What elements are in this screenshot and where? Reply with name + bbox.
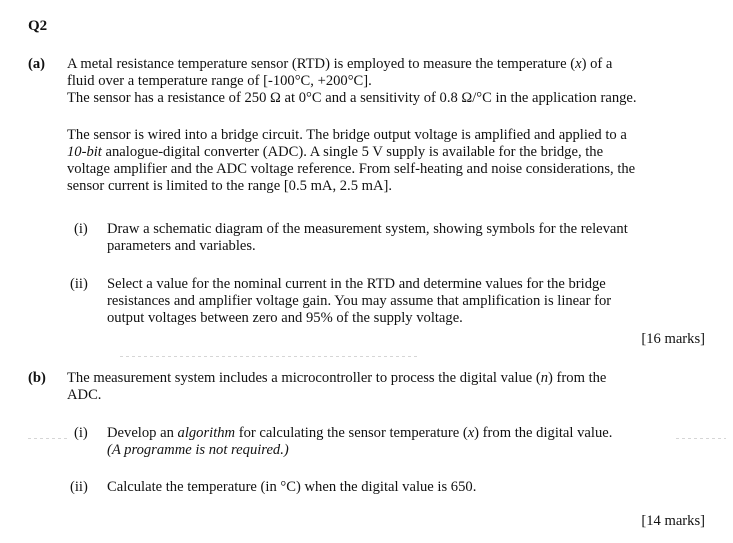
part-b-sub-i-label: (i) [74, 425, 88, 441]
part-a-sub-i-text [107, 221, 628, 255]
part-a-para2 [67, 127, 635, 195]
part-b-marks: [14 marks] [641, 513, 705, 529]
scan-artifact-line-2 [28, 438, 68, 439]
part-a-sub-i-label: (i) [74, 221, 88, 237]
part-a-para1-line1: A metal resistance temperature sensor (RTD) is employed to measure the temperature (x) of a [67, 56, 613, 72]
part-b-sub-i-line2: (A programme is not required.) [107, 442, 289, 458]
part-a-sub-ii-text [107, 276, 611, 327]
part-b-sub-ii-text [107, 479, 476, 496]
part-a-sub-i-line1: Draw a schematic diagram of the measurement system, showing symbols for the relevant [107, 221, 628, 237]
part-a-sub-ii-line3: output voltages between zero and 95% of the supply voltage. [107, 310, 463, 326]
part-a-para2-line2: 10-bit analogue-digital converter (ADC). A single 5 V supply is available for the bridge, the [67, 144, 604, 160]
part-a-para2-line4: sensor current is limited to the range [0.5 mA, 2.5 mA]. [67, 178, 393, 194]
part-a-marks: [16 marks] [641, 331, 705, 347]
part-a-para1-line3: The sensor has a resistance of 250 Ω at 0°C and a sensitivity of 0.8 Ω/°C in the application range. [67, 90, 637, 106]
part-a-sub-ii-label: (ii) [70, 276, 88, 292]
part-b-label: (b) [28, 370, 46, 386]
part-b-intro [67, 370, 606, 404]
question-number: Q2 [28, 18, 48, 34]
part-b-sub-i-line1: Develop an algorithm for calculating the sensor temperature (x) from the digital value. [107, 425, 613, 441]
part-a-para1-line2: fluid over a temperature range of [-100°C, +200°C]. [67, 73, 372, 89]
part-a-para1 [67, 56, 637, 107]
scan-artifact-line [120, 356, 420, 357]
scan-artifact-line-3 [676, 438, 726, 439]
part-a-label: (a) [28, 56, 46, 72]
part-a-para2-line3: voltage amplifier and the ADC voltage reference. From self-heating and noise considerations, the [67, 161, 636, 177]
part-a-sub-ii-line1: Select a value for the nominal current in the RTD and determine values for the bridge [107, 276, 606, 292]
part-b-sub-ii-line1: Calculate the temperature (in °C) when the digital value is 650. [107, 479, 477, 495]
part-a-sub-ii-line2: resistances and amplifier voltage gain. You may assume that amplification is linear for [107, 293, 612, 309]
part-b-sub-ii-label: (ii) [70, 479, 88, 495]
part-b-intro-line1: The measurement system includes a microcontroller to process the digital value (n) from the [67, 370, 607, 386]
part-a-para2-line1: The sensor is wired into a bridge circuit. The bridge output voltage is amplified and applied to a [67, 127, 627, 143]
part-b-sub-i-text [107, 425, 612, 459]
part-b-intro-line2: ADC. [67, 387, 102, 403]
part-a-sub-i-line2: parameters and variables. [107, 238, 256, 254]
